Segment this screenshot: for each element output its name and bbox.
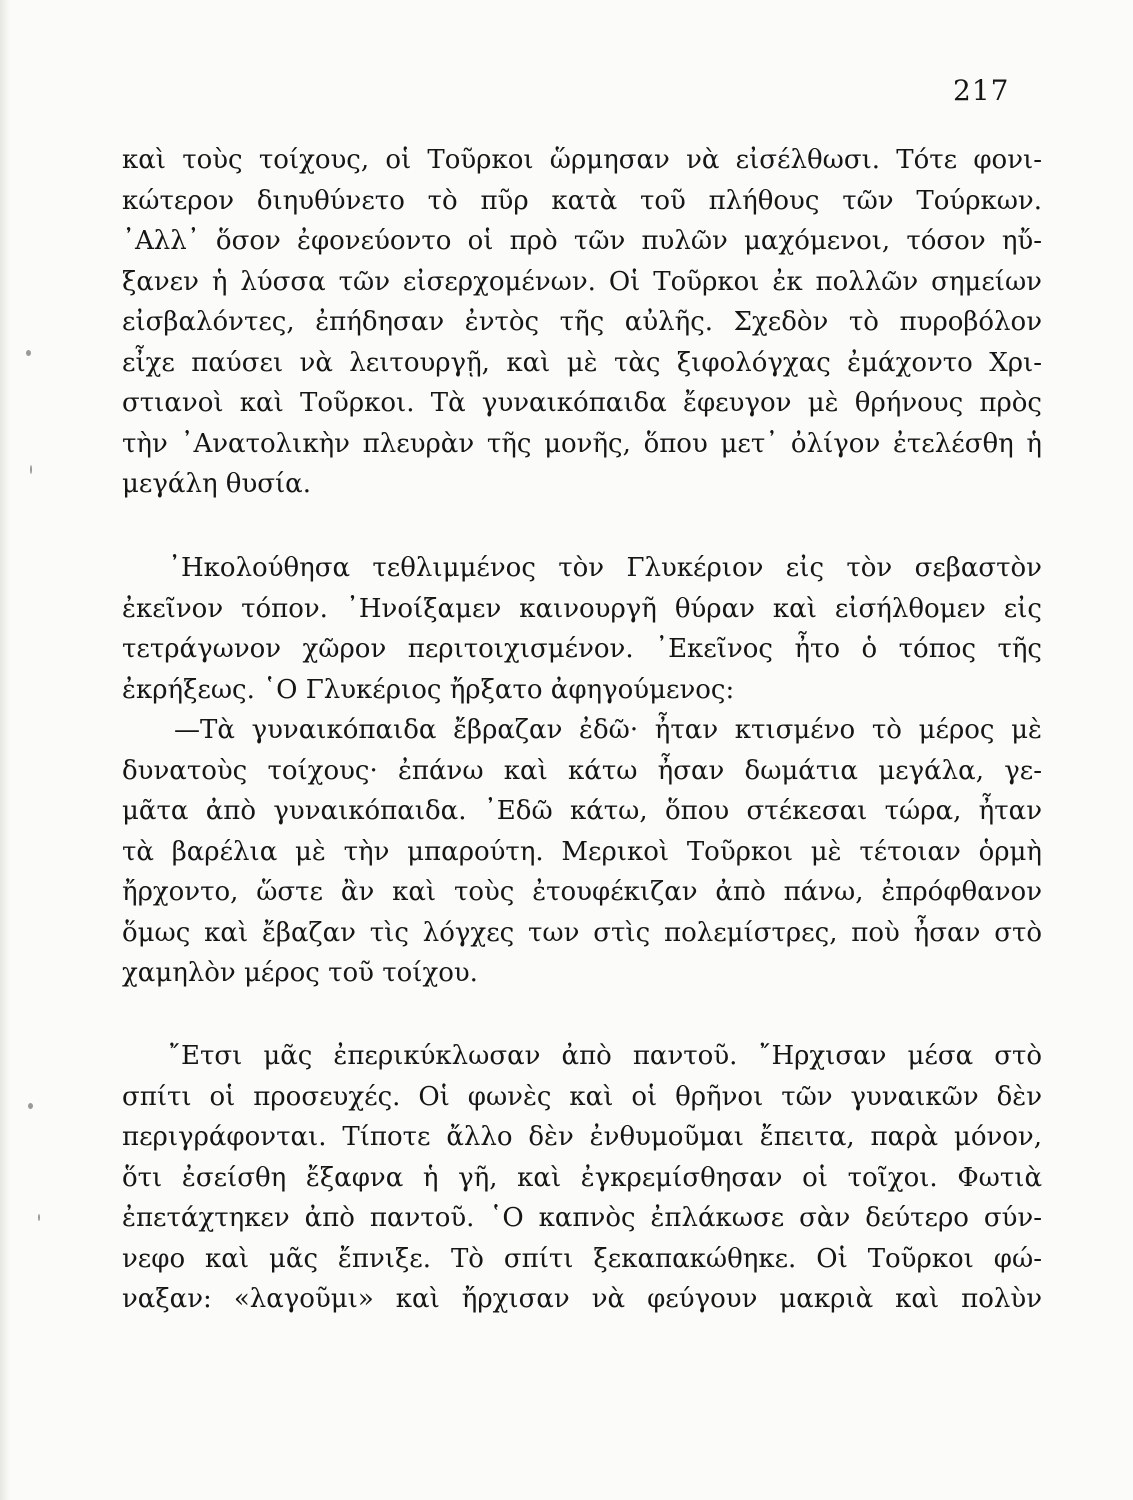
text-line: —Τὰ γυναικόπαιδα ἔβραζαν ἐδῶ· ἦταν κτισμένο τὸ μέρος μὲ	[174, 715, 1042, 745]
paragraph	[122, 548, 1042, 994]
scan-speck	[38, 1214, 40, 1221]
text-line: σπίτι οἱ προσευχές. Οἱ φωνὲς καὶ οἱ θρῆνοι τῶν γυναικῶν δὲν	[122, 1081, 1042, 1112]
paragraph	[122, 1036, 1042, 1320]
text-line: εἰσβαλόντες, ἐπήδησαν ἐντὸς τῆς αὐλῆς. Σχεδὸν τὸ πυροβόλον	[122, 307, 1042, 337]
text-line: ἐκεῖνον τόπον. ᾿Ηνοίξαμεν καινουργῆ θύραν καὶ εἰσήλθομεν εἰς	[122, 593, 1042, 624]
text-line: τὴν ᾿Ανατολικὴν πλευρὰν τῆς μονῆς, ὅπου μετ᾿ ὀλίγον ἐτελέσθη ἡ	[122, 428, 1042, 459]
text-line: ναξαν: «λαγοῦμι» καὶ ἤρχισαν νὰ φεύγουν μακριὰ καὶ πολὺν	[122, 1284, 1042, 1314]
text-line: τὰ βαρέλια μὲ τὴν μπαρούτη. Μερικοὶ Τοῦρκοι μὲ τέτοιαν ὁρμὴ	[122, 836, 1042, 867]
scan-speck	[30, 465, 32, 474]
page-number: 217	[953, 74, 1010, 107]
text-line: ᾿Αλλ᾿ ὅσον ἐφονεύοντο οἱ πρὸ τῶν πυλῶν μαχόμενοι, τόσον ηὔ-	[122, 226, 1042, 256]
text-line: καὶ τοὺς τοίχους, οἱ Τοῦρκοι ὥρμησαν νὰ εἰσέλθωσι. Τότε φονι-	[122, 145, 1042, 175]
text-line: περιγράφονται. Τίποτε ἄλλο δὲν ἐνθυμοῦμαι ἔπειτα, παρὰ μόνον,	[122, 1122, 1042, 1152]
text-line: χαμηλὸν μέρος τοῦ τοίχου.	[122, 958, 478, 988]
text-line: στιανοὶ καὶ Τοῦρκοι. Τὰ γυναικόπαιδα ἔφευγον μὲ θρήνους πρὸς	[122, 388, 1042, 418]
text-line: ὅτι ἐσείσθη ἔξαφνα ἡ γῆ, καὶ ἐγκρεμίσθησαν οἱ τοῖχοι. Φωτιὰ	[122, 1162, 1042, 1193]
scan-speck	[28, 1103, 33, 1109]
text-line: εἶχε παύσει νὰ λειτουργῇ, καὶ μὲ τὰς ξιφολόγχας ἐμάχοντο Χρι-	[122, 347, 1042, 378]
text-line: ᾿Ηκολούθησα τεθλιμμένος τὸν Γλυκέριον εἰς τὸν σεβαστὸν	[168, 553, 1042, 583]
text-line: ἤρχοντο, ὥστε ἂν καὶ τοὺς ἐτουφέκιζαν ἀπὸ πάνω, ἐπρόφθανον	[122, 877, 1042, 907]
paragraph	[122, 140, 1042, 505]
text-line: ὅμως καὶ ἔβαζαν τὶς λόγχες των στὶς πολεμίστρες, ποὺ ἦσαν στὸ	[122, 917, 1042, 948]
text-line: δυνατοὺς τοίχους· ἐπάνω καὶ κάτω ἦσαν δωμάτια μεγάλα, γε-	[122, 755, 1042, 786]
scan-speck	[26, 350, 31, 356]
text-line: τετράγωνον χῶρον περιτοιχισμένον. ᾿Εκεῖνος ἦτο ὁ τόπος τῆς	[122, 634, 1042, 664]
text-line: ξανεν ἡ λύσσα τῶν εἰσερχομένων. Οἱ Τοῦρκοι ἐκ πολλῶν σημείων	[122, 266, 1042, 297]
text-line: κώτερον διηυθύνετο τὸ πῦρ κατὰ τοῦ πλήθους τῶν Τούρκων.	[122, 185, 1042, 216]
text-line: μᾶτα ἀπὸ γυναικόπαιδα. ᾿Εδῶ κάτω, ὅπου στέκεσαι τώρα, ἦταν	[122, 796, 1042, 826]
text-line: ῎Ετσι μᾶς ἐπερικύκλωσαν ἀπὸ παντοῦ. ῎Ηρχισαν μέσα στὸ	[168, 1041, 1042, 1071]
page-edge-shadow	[0, 0, 10, 1500]
text-line: νεφο καὶ μᾶς ἔπνιξε. Τὸ σπίτι ξεκαπακώθηκε. Οἱ Τοῦρκοι φώ-	[122, 1243, 1042, 1274]
text-line: ἐκρήξεως. ῾Ο Γλυκέριος ἤρξατο ἀφηγούμενος:	[122, 674, 735, 705]
text-line: μεγάλη θυσία.	[122, 469, 312, 499]
text-line: ἐπετάχτηκεν ἀπὸ παντοῦ. ῾Ο καπνὸς ἐπλάκωσε σὰν δεύτερο σύν-	[122, 1203, 1042, 1233]
